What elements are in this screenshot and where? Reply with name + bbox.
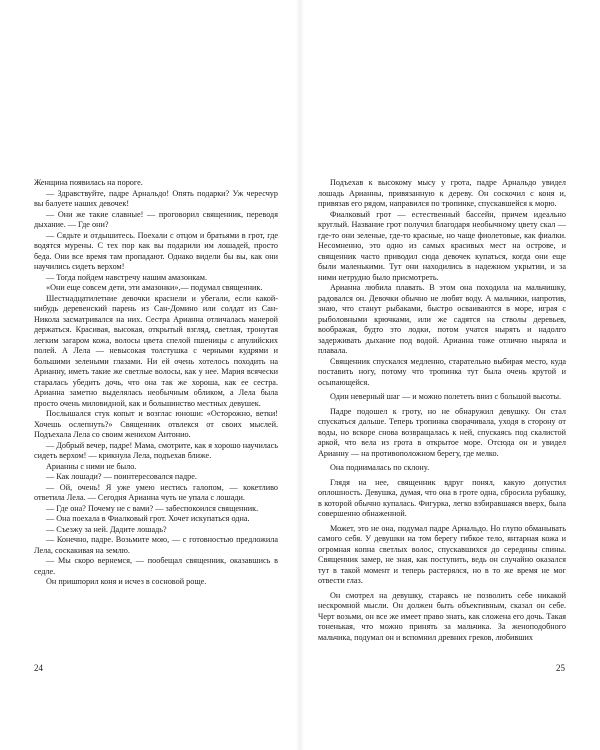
page-number-right: 25 <box>556 663 565 673</box>
paragraph: — Конечно, падре. Возьмите мою, — с готовностью предложила Лела, соскакивая на землю. <box>34 535 278 555</box>
paragraph: Может, это не она, подумал падре Арнальдо. Но глупо обманывать самого себя. У девушки на том берегу гибкое тело, янтарная кожа и огромная копна светлых волос, спускавшихся до середины спины. Священник замер, не зная, как поступить, ведь он случайно оказался тут в такой момент и теперь растерялся, но в то же время не мог отвести глаз. <box>318 523 566 585</box>
page-number-left: 24 <box>34 663 43 673</box>
paragraph: Падре подошел к гроту, но не обнаружил девушку. Он стал спускаться дальше. Теперь тропинка сворачивала, уходя в сторону от воды, но вскоре снова возвращалась к ней, спускаясь под скалистой аркой, что вела из грота в открытое море. Отсюда он и увидел Арианну — на противоположном берегу, где мелко. <box>318 406 566 458</box>
paragraph: — Она поехала в Фиалковый грот. Хочет искупаться одна. <box>46 514 250 523</box>
book-gutter <box>296 0 304 750</box>
paragraph: Она поднималась по склону. <box>330 463 430 472</box>
paragraph: Женщина появилась на пороге. <box>34 178 143 187</box>
paragraph: Послышался стук копыт и возглас юноши: «Осторожно, ветки! Хочешь ослепнуть?» Священник отвлекся от своих мыслей. Подъехала Лела со своим женихом Антонио. <box>34 409 278 439</box>
paragraph: Он пришпорил коня и исчез в сосновой роще. <box>46 577 207 586</box>
paragraph: Один неверный шаг — и можно полететь вниз с большой высоты. <box>330 392 562 401</box>
paragraph: — Здравствуйте, падре Арнальдо! Опять подарки? Уж чересчур вы балуете наших девочек! <box>34 188 278 208</box>
paragraph: — Тогда пойдем навстречу нашим амазонкам. <box>46 272 208 282</box>
paragraph: — Сядьте и отдышитесь. Поехали с отцом и братьями в грот, где водятся мурены. С тех пор как вы подарили им лошадей, просто беда. Они все время там пропадают. Однако видели бы вы, как они научились сидеть верхом! <box>34 230 278 271</box>
paragraph: Арианны с ними не было. <box>46 461 137 471</box>
paragraph: — Добрый вечер, падре! Мама, смотрите, как я хорошо научилась сидеть верхом! — крикнула Лела, подъехав ближе. <box>34 440 278 460</box>
paragraph: «Они еще совсем дети, эти амазонки»,— подумал священник. <box>46 283 263 292</box>
paragraph: Шестнадцатилетние девочки краснели и убегали, если какой-нибудь деревенский парень из Сан-Домино или солдат из Сан-Никола засматривался на них. Сестра Арианна отличалась манерой держаться. Красивая, высокая, открытый взгляд, светлая, тронутая легким загаром кожа, волосы цвета спелой пшеницы с апулийских полей. А Лела — невысокая толстушка с черными кудрями и большими зелеными глазами. Ни ей очень хотелось походить на Арианну, иметь такие же светлые волосы, как у нее. Мария всячески старалась убедить дочь, что она так же хороша, как ее сестра. Арианна заметно выделялась необычным обликом, а Лела была просто очень миловидной, как и большинство местных девушек. <box>34 293 278 408</box>
paragraph: — Они же такие славные! — проговорил священник, переводя дыхание. — Где они? <box>34 209 278 229</box>
left-page-text <box>34 178 278 588</box>
paragraph: Глядя на нее, священник вдруг понял, какую допустил оплошность. Девушка, думая, что она в гроте одна, сбросила рубашку, в которой обычно купалась. Фигурка, легко взбиравшаяся вверх, была совершенно обнаженной. <box>318 477 566 518</box>
paragraph: Фиалковый грот — естественный бассейн, причем идеально круглый. Название грот получил благодаря необычному цвету скал — где-то они зеленые, где-то красные, но чаще фиолетовые, как фиалки. Несомненно, это одно из самых красивых мест на острове, и священник часто приводил сюда девочек купаться, когда они еще были маленькими. Тут они находились в надежном укрытии, и за ними нетрудно было присмотреть. <box>318 209 566 282</box>
paragraph: — Как лошади? — поинтересовался падре. <box>46 472 197 481</box>
paragraph: Подъехав к высокому мысу у грота, падре Арнальдо увидел лошадь Арианны, привязанную к дереву. Он соскочил с коня и, привязав его рядом, направился по тропинке, спускавшейся к морю. <box>318 178 566 208</box>
right-page-text <box>318 178 566 643</box>
paragraph: Он смотрел на девушку, стараясь не позволить себе никакой нескромной мысли. Он должен быть объективным, сказал он себе. Черт возьми, он все же имеет право знать, как сложена его дочь. Такая тоненькая, что можно принять за мальчика. За женоподобного мальчика, подумал он и вспомнил древних греков, любивших <box>318 590 566 642</box>
paragraph: Священник спускался медленно, старательно выбирая место, куда поставить ногу, потому что тропинка тут была очень крутой и осыпающейся. <box>318 356 566 387</box>
paragraph: — Мы скоро вернемся, — пообещал священник, оказавшись в седле. <box>34 556 278 576</box>
paragraph: — Где она? Почему не с вами? — забеспокоился священник. <box>46 503 259 513</box>
paragraph: Арианна любила плавать. В этом она походила на мальчишку, радовался он. Девочки обычно не любят воду. А мальчики, напротив, знаю, что станут рыбаками, быстро осваиваются в море, играя с рыболовными крючками, или же садятся на стволы деревьев, воображая, будто это лодки, потом учатся нырять и надолго задерживать дыхание под водой. Арианна тоже отлично ныряла и плавала. <box>318 283 566 355</box>
paragraph: — Ой, очень! Я уже умею нестись галопом, — кокетливо ответила Лела. — Сегодня Арианна чуть не упала с лошади. <box>34 482 278 502</box>
paragraph: — Съезжу за ней. Дадите лошадь? <box>46 524 167 534</box>
